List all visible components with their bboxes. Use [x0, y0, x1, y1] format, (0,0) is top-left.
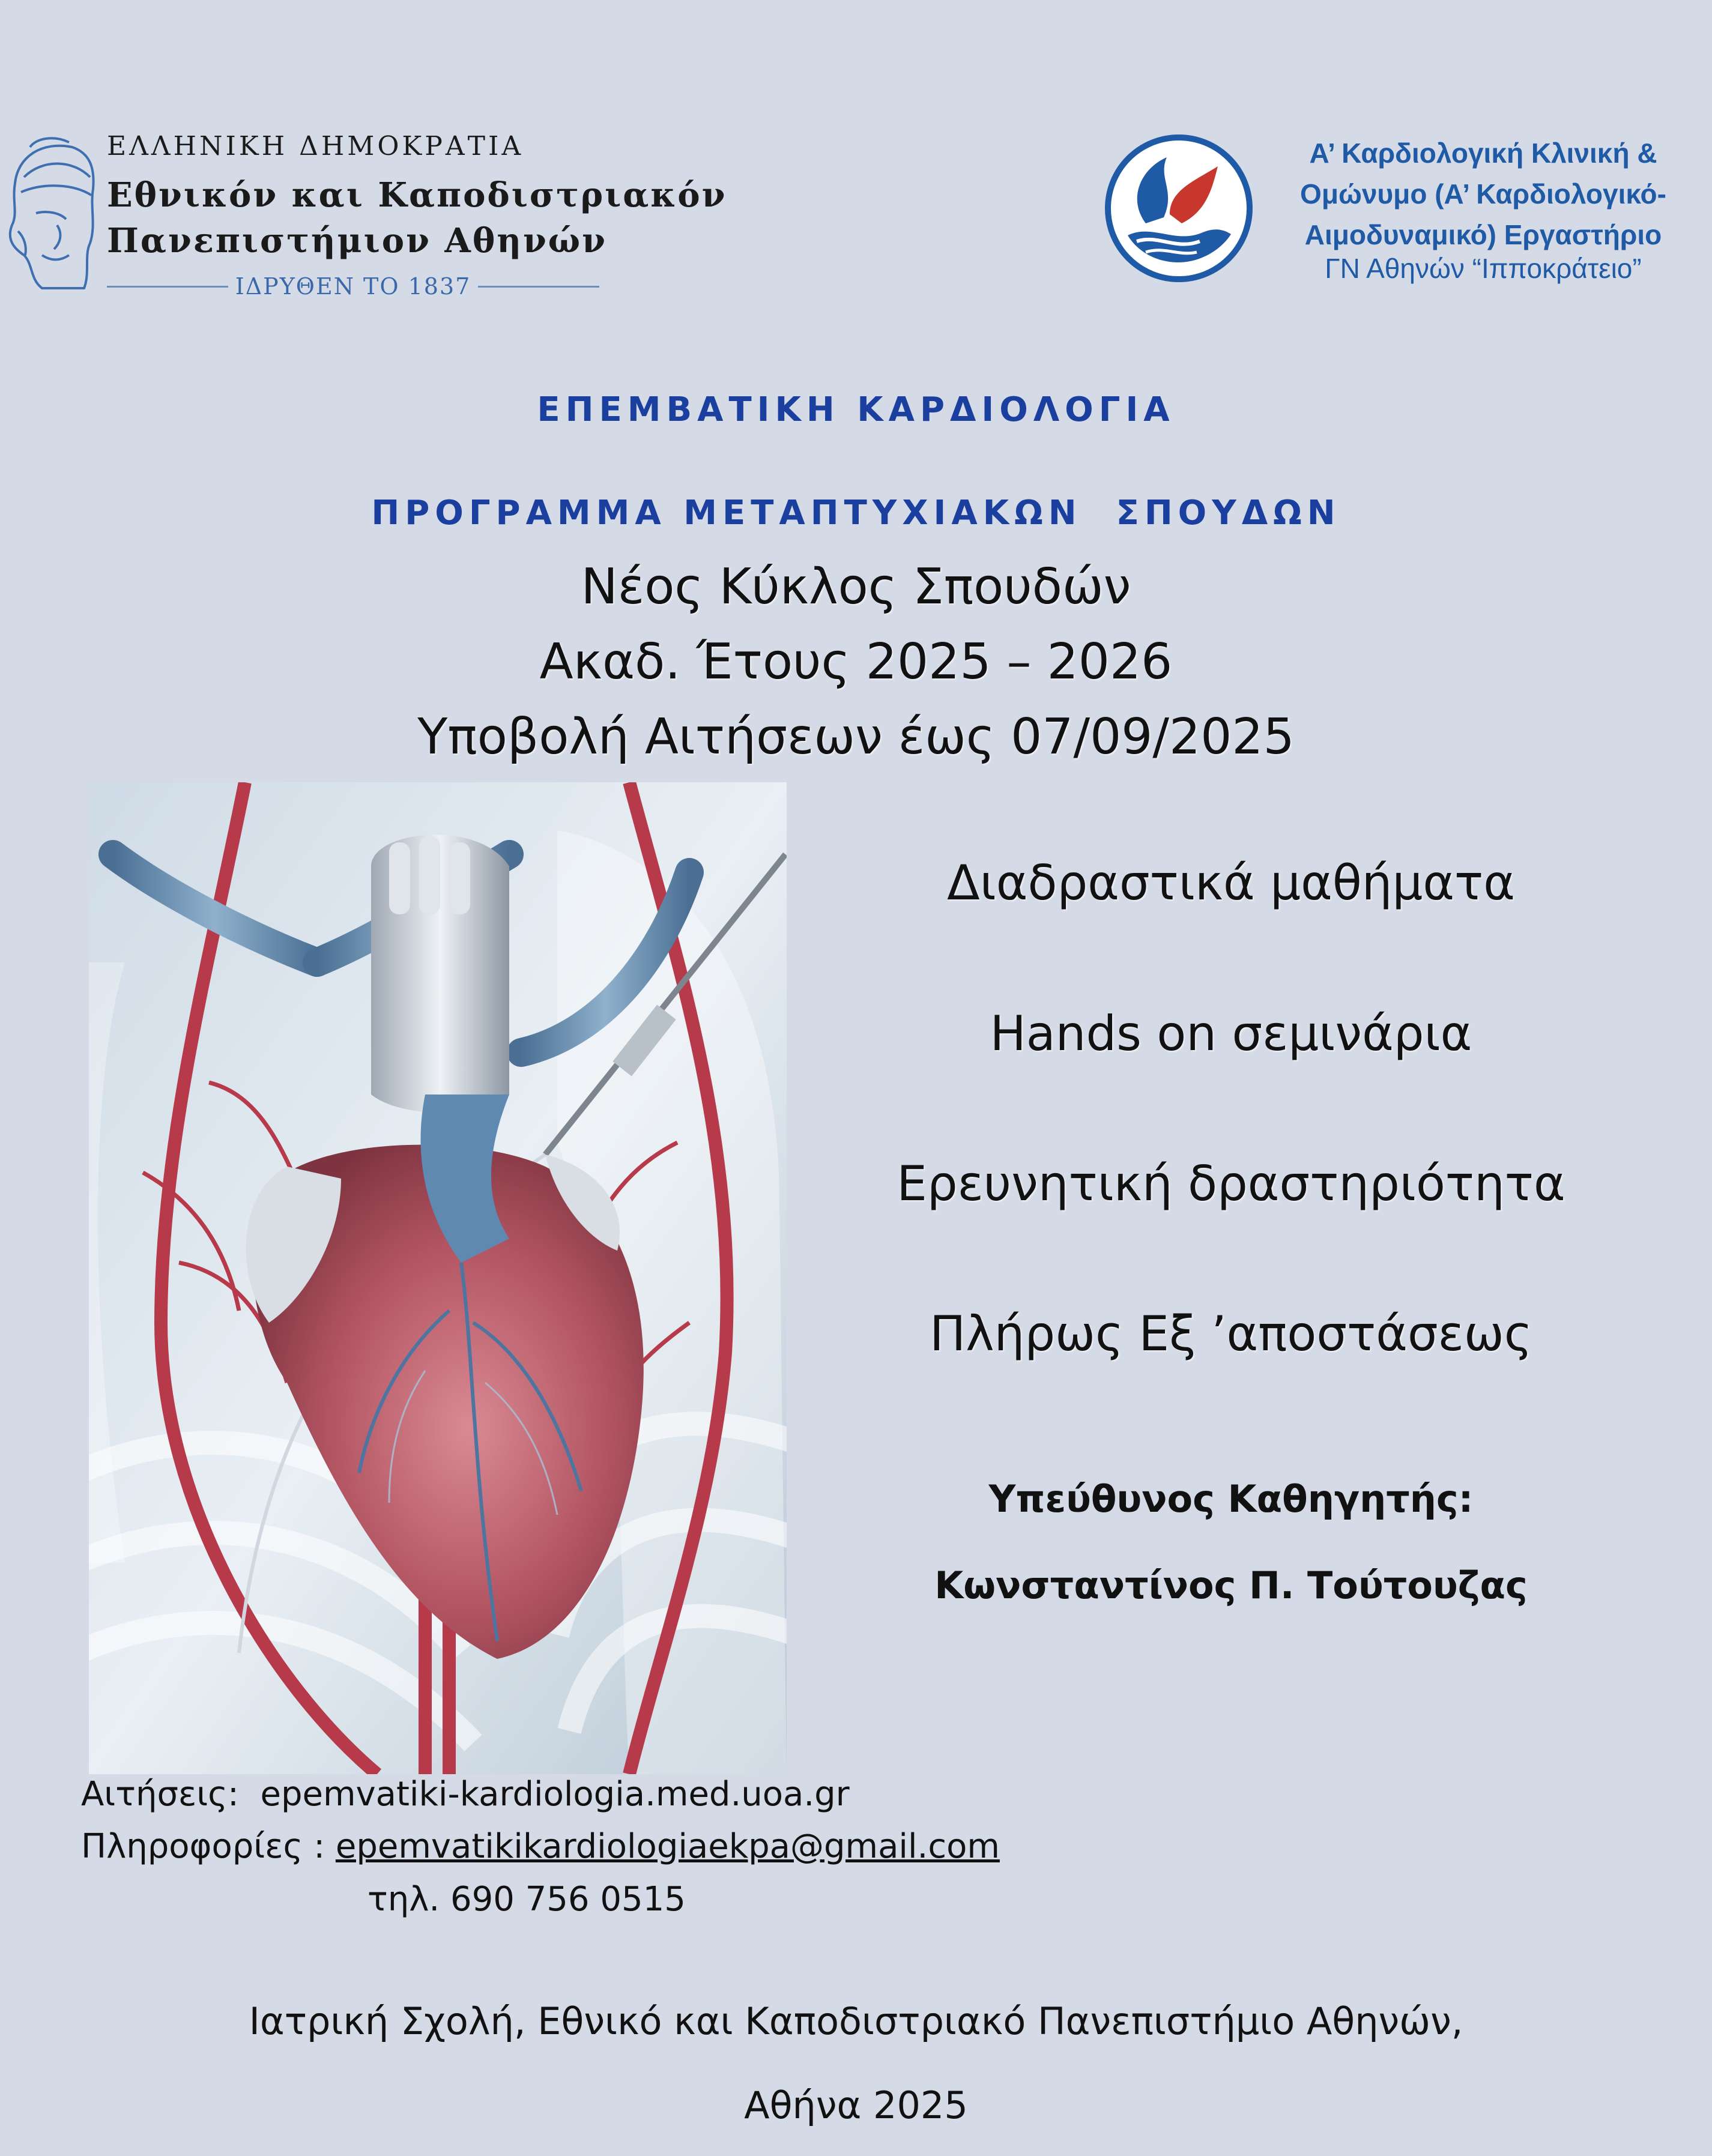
university-founded-label: ΙΔΡΥΘΕΝ ΤΟ 1837: [235, 273, 471, 300]
university-name-line2: Πανεπιστήμιον Αθηνών: [107, 221, 607, 261]
feature-hands-on-seminars: Hands on σεμινάρια: [990, 1006, 1472, 1061]
athena-head-icon: [0, 135, 96, 294]
information-label: Πληροφορίες :: [81, 1827, 336, 1866]
academic-year-heading: Ακαδ. Έτους 2025 – 2026: [539, 633, 1173, 690]
university-founded-row: [107, 271, 599, 301]
applications-url: epemvatiki-kardiologia.med.uoa.gr: [260, 1775, 850, 1814]
contact-email-link[interactable]: epemvatikikardiologiaekpa@gmail.com: [335, 1827, 1000, 1866]
application-deadline-heading: Υποβολή Αιτήσεων έως 07/09/2025: [417, 708, 1295, 765]
university-republic-label: ΕΛΛΗΝΙΚΗ ΔΗΜΟΚΡΑΤΙΑ: [107, 131, 524, 162]
clinic-name-line3: Αιμοδυναμικό) Εργαστήριο: [1304, 219, 1662, 250]
footer-place-year: Αθήνα 2025: [744, 2083, 968, 2127]
heart-illustration: [89, 782, 787, 1774]
heart-illustration-icon: [89, 782, 787, 1774]
clinic-name-line2: Ομώνυμο (Α’ Καρδιολογικό-: [1300, 178, 1666, 210]
divider: [478, 286, 599, 288]
clinic-flame-wave-icon: [1104, 133, 1254, 283]
feature-research-activity: Ερευνητική δραστηριότητα: [897, 1156, 1565, 1212]
clinic-name-line1: Α’ Καρδιολογική Κλινική &: [1309, 137, 1657, 169]
contact-phone: τηλ. 690 756 0515: [368, 1880, 686, 1919]
university-logo: [0, 135, 96, 294]
new-cycle-heading: Νέος Κύκλος Σπουδών: [581, 558, 1131, 615]
feature-interactive-lessons: Διαδραστικά μαθήματα: [946, 855, 1516, 911]
responsible-professor-label: Υπεύθυνος Καθηγητής:: [988, 1477, 1474, 1521]
university-name-line1: Εθνικόν και Καποδιστριακόν: [107, 175, 727, 215]
information-row: [81, 1827, 1000, 1866]
applications-row: [81, 1775, 850, 1814]
clinic-logo: [1104, 133, 1254, 283]
program-type-title: ΠΡΟΓΡΑΜΜΑ ΜΕΤΑΠΤΥΧΙΑΚΩΝ ΣΠΟΥΔΩΝ: [371, 494, 1341, 533]
responsible-professor-name: Κωνσταντίνος Π. Τούτουζας: [934, 1563, 1528, 1607]
divider: [107, 286, 228, 288]
applications-label: Αιτήσεις:: [81, 1775, 261, 1814]
clinic-hospital-name: ΓΝ Αθηνών “Ιπποκράτειο”: [1325, 253, 1642, 284]
program-area-title: ΕΠΕΜΒΑΤΙΚΗ ΚΑΡΔΙΟΛΟΓΙΑ: [537, 390, 1175, 429]
footer-school: Ιατρική Σχολή, Εθνικό και Καποδιστριακό Πανεπιστήμιο Αθηνών,: [249, 1999, 1463, 2043]
feature-fully-remote: Πλήρως Εξ ’αποστάσεως: [930, 1306, 1532, 1362]
